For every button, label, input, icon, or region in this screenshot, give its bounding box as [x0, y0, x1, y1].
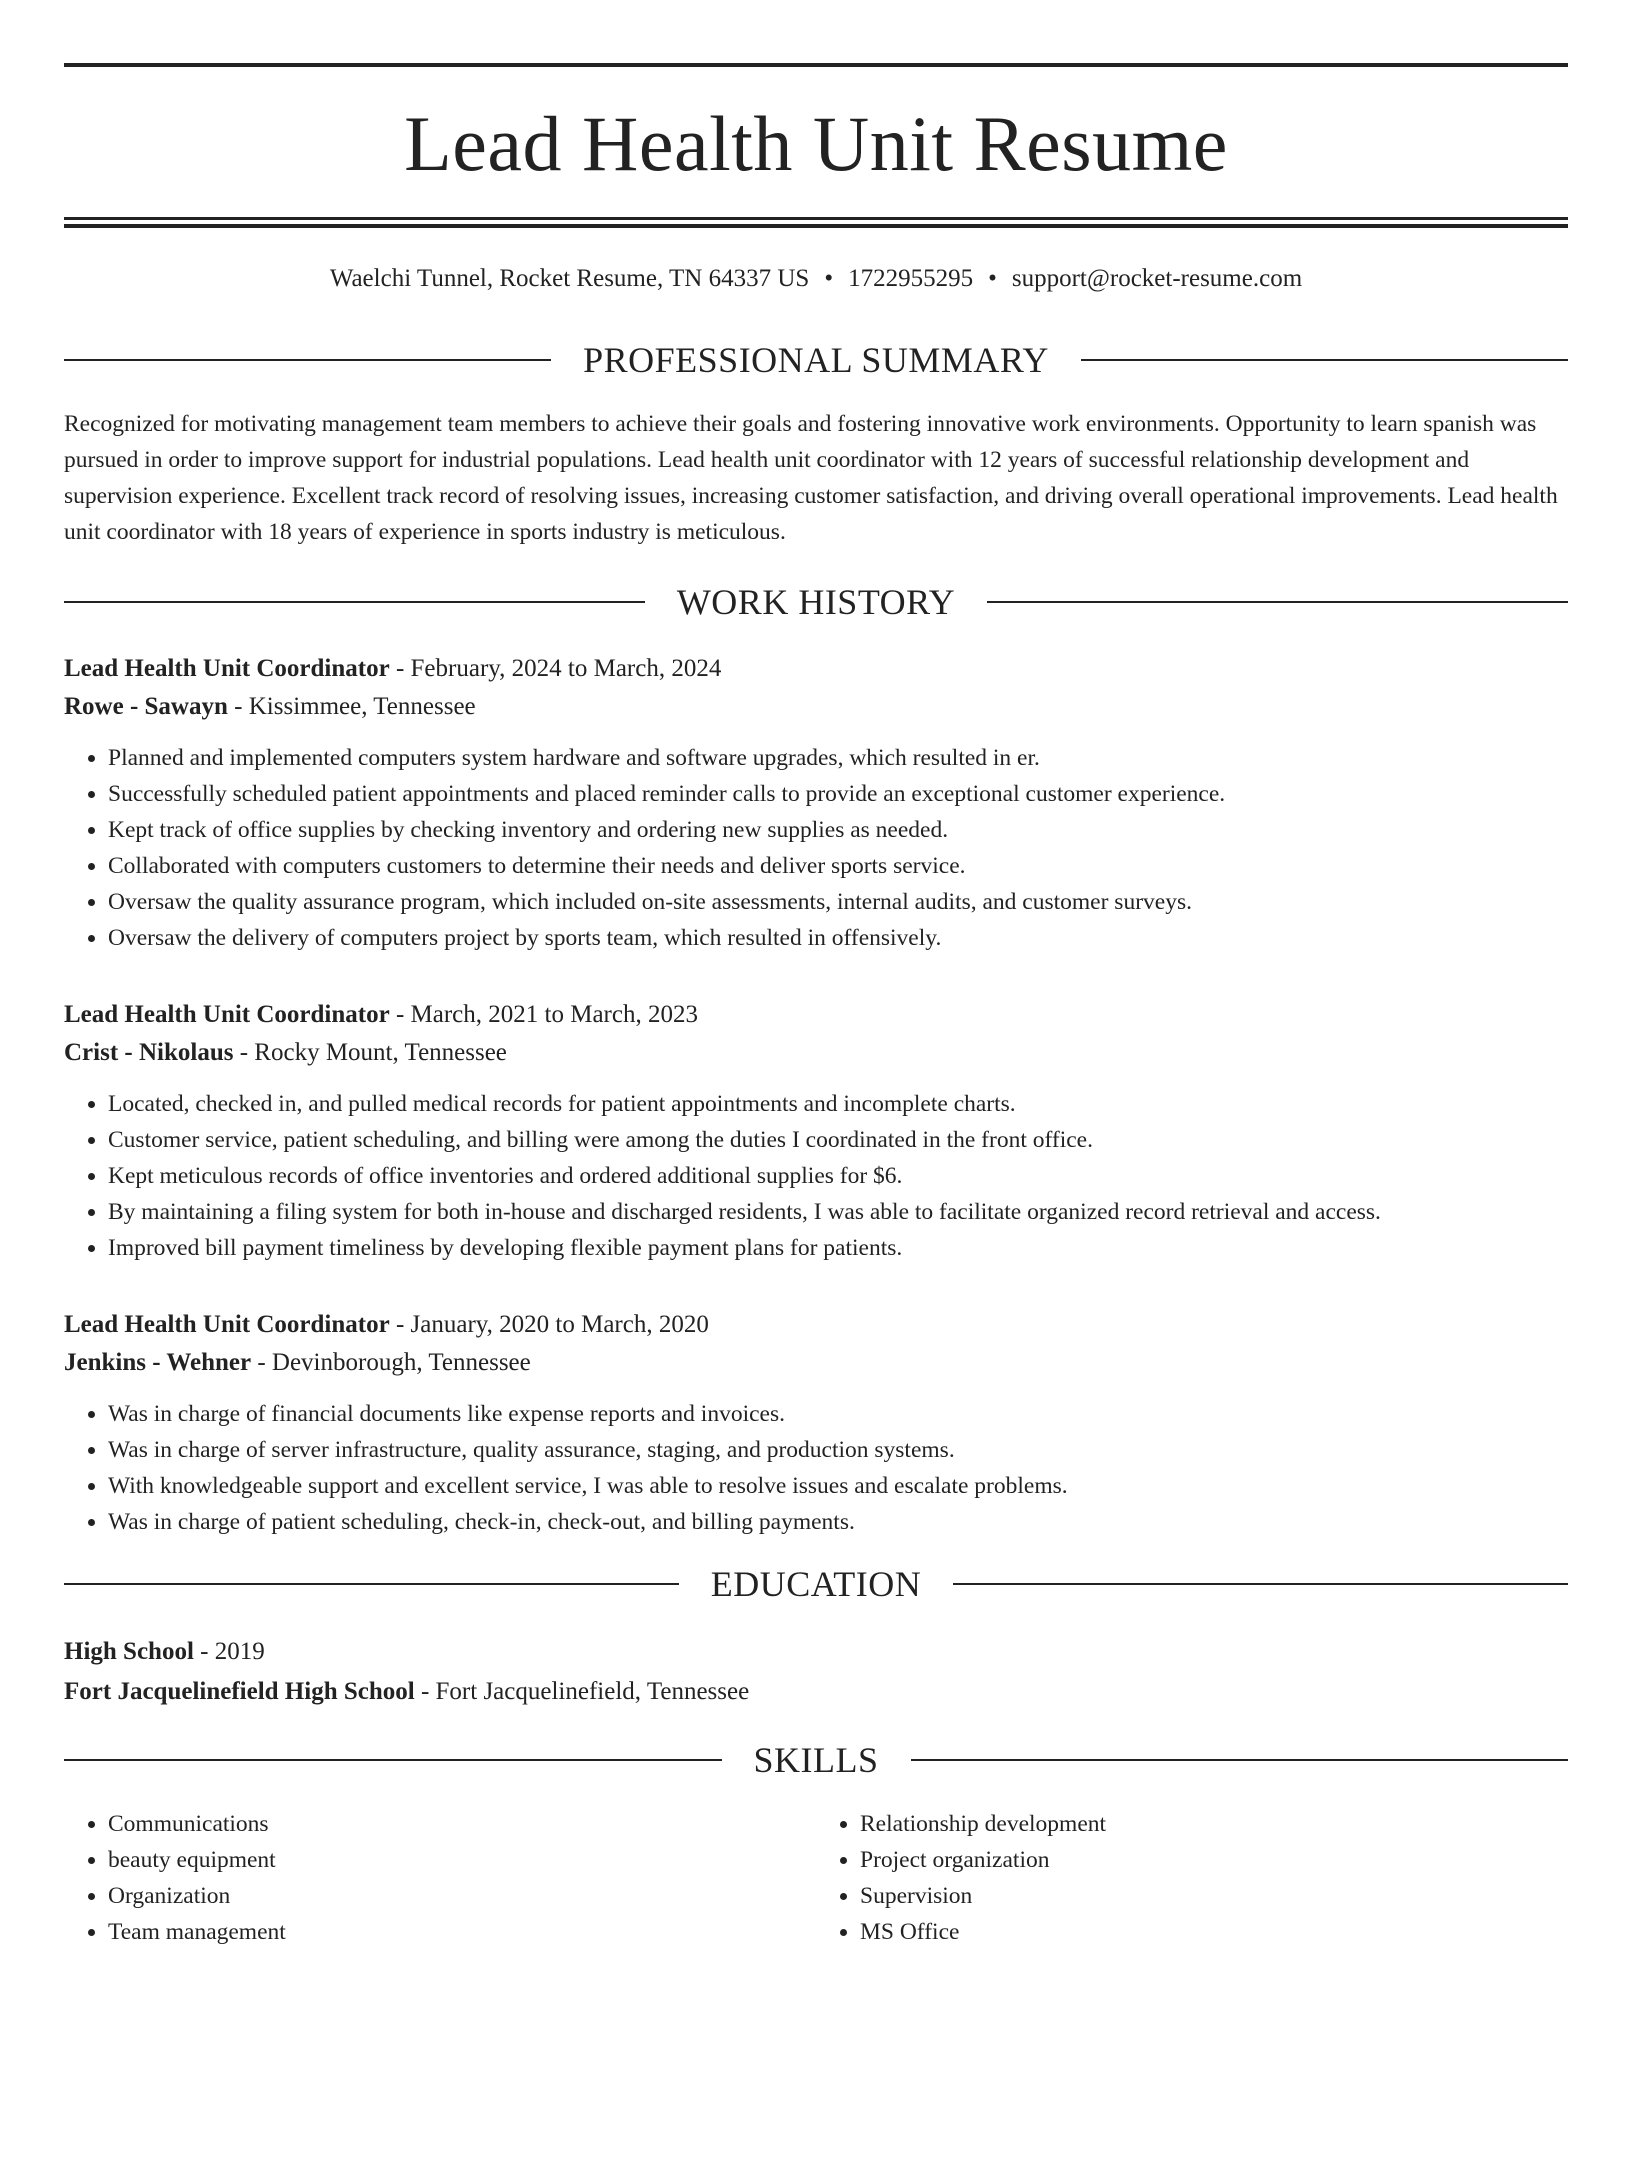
job-title: Lead Health Unit Coordinator [64, 1311, 390, 1338]
job-entry [64, 1306, 1568, 1540]
job-bullets [64, 1396, 1568, 1540]
section-title: EDUCATION [710, 1564, 922, 1604]
section-heading-work-history [64, 584, 1568, 620]
skill-item: • Supervision [860, 1878, 1568, 1914]
job-location: - Devinborough, Tennessee [251, 1349, 531, 1376]
skill-item: • Organization [108, 1878, 816, 1914]
skills-list-left [64, 1806, 816, 1950]
section-heading-skills [64, 1742, 1568, 1778]
skill-item: • Relationship development [860, 1806, 1568, 1842]
list-item: • Kept meticulous records of office inventories and ordered additional supplies for $6. [108, 1158, 1568, 1194]
heading-rule-left [64, 1759, 722, 1761]
title-double-rule [64, 217, 1568, 228]
education-year: - 2019 [193, 1638, 265, 1665]
job-company-line [64, 688, 1568, 726]
heading-rule-left [64, 359, 551, 361]
job-company-line [64, 1034, 1568, 1072]
contact-line [64, 264, 1568, 294]
heading-rule-right [987, 601, 1568, 603]
resume-page [0, 63, 1632, 2175]
education-degree: High School [64, 1638, 194, 1665]
job-dates: - January, 2020 to March, 2020 [389, 1311, 709, 1338]
section-title: WORK HISTORY [676, 582, 956, 622]
education-school-line [64, 1672, 1568, 1712]
heading-rule-left [64, 601, 645, 603]
job-entry [64, 996, 1568, 1266]
education-entry [64, 1632, 1568, 1712]
list-item: • Customer service, patient scheduling, and billing were among the duties I coordinated in the front office. [108, 1122, 1568, 1158]
job-title: Lead Health Unit Coordinator [64, 655, 390, 682]
job-title-line [64, 1306, 1568, 1344]
job-dates: - February, 2024 to March, 2024 [389, 655, 722, 682]
contact-address: Waelchi Tunnel, Rocket Resume, TN 64337 US [329, 265, 810, 292]
summary-text: Recognized for motivating management team members to achieve their goals and fostering innovative work environments. Opportunity to learn spanish was pursued in order to improve support for industrial populations. Lead health unit coordinator with 12 years of successful relationship development and supervision experience. Excellent track record of resolving issues, increasing customer satisfaction, and driving overall operational improvements. Lead health unit coordinator with 18 years of experience in sports industry is meticulous. [64, 411, 1558, 545]
heading-rule-right [953, 1583, 1568, 1585]
skill-item: • Communications [108, 1806, 816, 1842]
job-bullets [64, 740, 1568, 956]
job-dates: - March, 2021 to March, 2023 [389, 1001, 698, 1028]
job-company: Crist - Nikolaus [64, 1039, 234, 1066]
list-item: • Oversaw the quality assurance program, which included on-site assessments, internal audits, and customer surveys. [108, 884, 1568, 920]
section-heading-summary [64, 342, 1568, 378]
education-school: Fort Jacquelinefield High School [64, 1678, 415, 1705]
list-item: • By maintaining a filing system for both in-house and discharged residents, I was able to facilitate organized record retrieval and access. [108, 1194, 1568, 1230]
top-rule [64, 63, 1568, 67]
section-heading-education [64, 1566, 1568, 1602]
job-title: Lead Health Unit Coordinator [64, 1001, 390, 1028]
job-company: Rowe - Sawayn [64, 693, 228, 720]
education-location: - Fort Jacquelinefield, Tennessee [414, 1678, 750, 1705]
skill-item: • Team management [108, 1914, 816, 1950]
list-item: • Planned and implemented computers system hardware and software upgrades, which resulted in er. [108, 740, 1568, 776]
job-entry [64, 650, 1568, 956]
job-title-line [64, 996, 1568, 1034]
job-company-line [64, 1344, 1568, 1382]
list-item: • Successfully scheduled patient appointments and placed reminder calls to provide an exceptional customer experience. [108, 776, 1568, 812]
heading-rule-left [64, 1583, 679, 1585]
contact-email: support@rocket-resume.com [1011, 265, 1303, 292]
list-item: • Was in charge of server infrastructure, quality assurance, staging, and production systems. [108, 1432, 1568, 1468]
list-item: • Located, checked in, and pulled medical records for patient appointments and incomplete charts. [108, 1086, 1568, 1122]
contact-separator: • [824, 265, 834, 292]
list-item: • Oversaw the delivery of computers project by sports team, which resulted in offensively. [108, 920, 1568, 956]
list-item: • Was in charge of financial documents like expense reports and invoices. [108, 1396, 1568, 1432]
job-company: Jenkins - Wehner [64, 1349, 252, 1376]
list-item: • Kept track of office supplies by checking inventory and ordering new supplies as needed. [108, 812, 1568, 848]
job-bullets [64, 1086, 1568, 1266]
resume-title: Lead Health Unit Resume [404, 100, 1228, 187]
job-location: - Kissimmee, Tennessee [227, 693, 476, 720]
skill-item: • beauty equipment [108, 1842, 816, 1878]
job-title-line [64, 650, 1568, 688]
heading-rule-right [911, 1759, 1569, 1761]
section-title: PROFESSIONAL SUMMARY [583, 340, 1049, 380]
skill-item: • MS Office [860, 1914, 1568, 1950]
list-item: • With knowledgeable support and excellent service, I was able to resolve issues and escalate problems. [108, 1468, 1568, 1504]
list-item: • Improved bill payment timeliness by developing flexible payment plans for patients. [108, 1230, 1568, 1266]
heading-rule-right [1081, 359, 1568, 361]
list-item: • Was in charge of patient scheduling, check-in, check-out, and billing payments. [108, 1504, 1568, 1540]
skills-columns [64, 1806, 1568, 1950]
contact-separator: • [988, 265, 997, 292]
section-title: SKILLS [753, 1740, 879, 1780]
list-item: • Collaborated with computers customers to determine their needs and deliver sports service. [108, 848, 1568, 884]
job-location: - Rocky Mount, Tennessee [233, 1039, 507, 1066]
education-degree-line [64, 1632, 1568, 1672]
contact-phone: 1722955295 [848, 265, 974, 292]
skills-list-right [816, 1806, 1568, 1950]
skill-item: • Project organization [860, 1842, 1568, 1878]
